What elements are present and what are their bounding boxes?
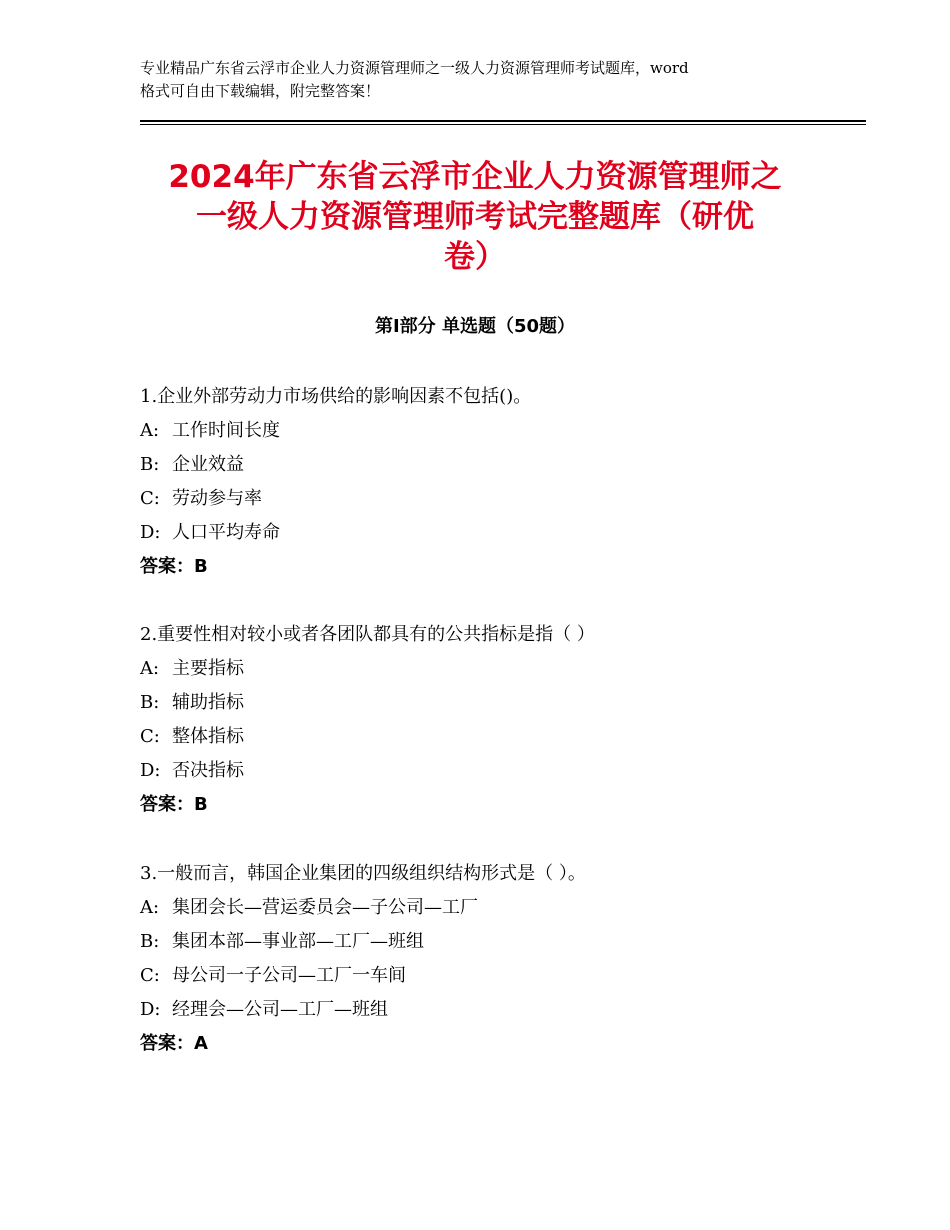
- question-2: [140, 618, 860, 822]
- option-b: [140, 448, 860, 482]
- header-note: [140, 57, 830, 103]
- option-d: [140, 516, 860, 550]
- option-key: A:: [140, 420, 160, 441]
- option-c: [140, 720, 860, 754]
- option-text: 工作时间长度: [172, 420, 280, 441]
- section-heading: 第Ⅰ部分 单选题（50题）: [374, 316, 575, 337]
- option-text: 主要指标: [172, 658, 244, 679]
- question-stem: 1.企业外部劳动力市场供给的影响因素不包括()。: [140, 386, 532, 407]
- option-text: 母公司一子公司—工厂一车间: [172, 965, 406, 986]
- question-3: [140, 857, 860, 1061]
- title-line-3: 卷）: [444, 239, 506, 275]
- option-a: [140, 891, 860, 925]
- header-note-line-1: 专业精品广东省云浮市企业人力资源管理师之一级人力资源管理师考试题库，word: [140, 59, 689, 77]
- option-key: B:: [140, 931, 160, 952]
- question-1: [140, 380, 860, 584]
- option-b: [140, 686, 860, 720]
- option-d: [140, 754, 860, 788]
- option-a: [140, 652, 860, 686]
- document-title: [130, 157, 820, 277]
- option-key: C:: [140, 965, 160, 986]
- option-key: C:: [140, 726, 160, 747]
- answer-line: 答案：B: [140, 794, 208, 815]
- option-key: B:: [140, 454, 160, 475]
- option-key: D:: [140, 999, 161, 1020]
- option-text: 集团本部—事业部—工厂—班组: [172, 931, 424, 952]
- option-key: C:: [140, 488, 160, 509]
- option-key: B:: [140, 692, 160, 713]
- option-text: 劳动参与率: [172, 488, 262, 509]
- option-text: 经理会—公司—工厂—班组: [172, 999, 388, 1020]
- option-c: [140, 482, 860, 516]
- option-key: D:: [140, 760, 161, 781]
- option-b: [140, 925, 860, 959]
- option-text: 否决指标: [172, 760, 244, 781]
- answer-line: 答案：B: [140, 556, 208, 577]
- title-line-2: 一级人力资源管理师考试完整题库（研优: [196, 199, 754, 235]
- title-line-1: 2024年广东省云浮市企业人力资源管理师之: [168, 159, 782, 195]
- question-stem: 3.一般而言，韩国企业集团的四级组织结构形式是（ ）。: [140, 863, 586, 884]
- question-stem: 2.重要性相对较小或者各团队都具有的公共指标是指（ ）: [140, 624, 595, 645]
- option-d: [140, 993, 860, 1027]
- option-key: A:: [140, 658, 160, 679]
- option-text: 集团会长—营运委员会—子公司—工厂: [172, 897, 478, 918]
- header-rule-thick: [140, 120, 866, 122]
- option-key: D:: [140, 522, 161, 543]
- option-text: 企业效益: [172, 454, 244, 475]
- header-rule-thin: [140, 124, 866, 125]
- option-text: 整体指标: [172, 726, 244, 747]
- option-c: [140, 959, 860, 993]
- answer-line: 答案：A: [140, 1033, 208, 1054]
- option-key: A:: [140, 897, 160, 918]
- option-text: 人口平均寿命: [172, 522, 280, 543]
- header-note-line-2: 格式可自由下载编辑，附完整答案！: [140, 82, 381, 100]
- option-a: [140, 414, 860, 448]
- option-text: 辅助指标: [172, 692, 244, 713]
